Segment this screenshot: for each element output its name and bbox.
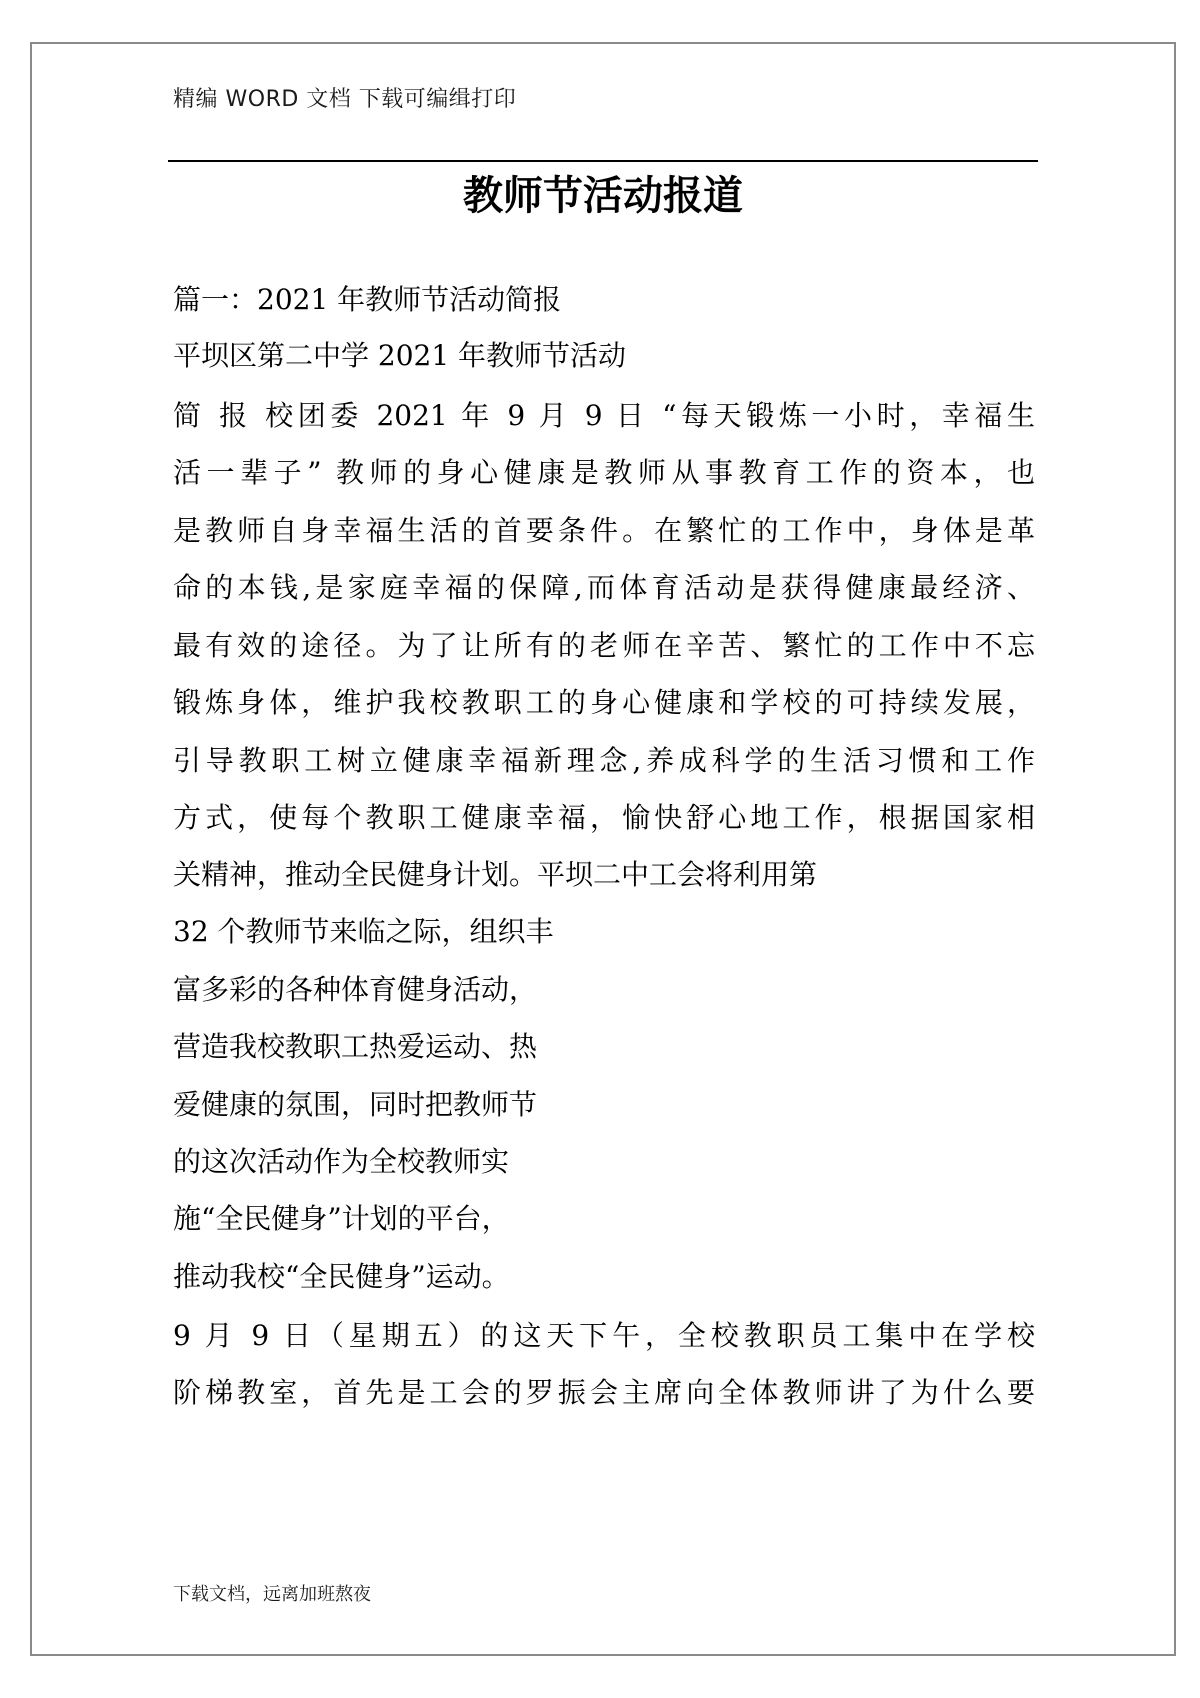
body-line: 篇一：2021 年教师节活动简报	[173, 283, 562, 316]
body-line: 命的本钱,是家庭幸福的保障,而体育活动是获得健康最经济、	[173, 571, 1035, 604]
body-line: 推动我校“全民健身”运动。	[173, 1260, 510, 1293]
body-line: 的这次活动作为全校教师实	[173, 1145, 510, 1178]
body-line: 简 报 校团委 2021 年 9 月 9 日 “每天锻炼一小时，幸福生	[173, 399, 1035, 432]
body-line: 引导教职工树立健康幸福新理念,养成科学的生活习惯和工作	[173, 744, 1035, 777]
page-footer: 下载文档，远离加班熬夜	[173, 1584, 371, 1605]
body-line: 阶梯教室，首先是工会的罗振会主席向全体教师讲了为什么要	[173, 1376, 1035, 1409]
body-line: 关精神，推动全民健身计划。平坝二中工会将利用第	[173, 858, 818, 891]
body-line: 营造我校教职工热爱运动、热	[173, 1030, 538, 1063]
body-line: 32 个教师节来临之际，组织丰	[173, 915, 554, 948]
body-line: 平坝区第二中学 2021 年教师节活动	[173, 339, 627, 372]
body-line: 方式，使每个教职工健康幸福，愉快舒心地工作，根据国家相	[173, 801, 1035, 834]
body-line: 是教师自身幸福生活的首要条件。在繁忙的工作中，身体是革	[173, 514, 1035, 547]
body-line: 最有效的途径。为了让所有的老师在辛苦、繁忙的工作中不忘	[173, 629, 1035, 662]
header-divider	[168, 160, 1038, 162]
page-header: 精编 WORD 文档 下载可编缉打印	[173, 87, 517, 112]
body-line: 9 月 9 日（星期五）的这天下午，全校教职员工集中在学校	[173, 1319, 1035, 1352]
body-line: 施“全民健身”计划的平台，	[173, 1202, 510, 1235]
body-line: 爱健康的氛围，同时把教师节	[173, 1088, 538, 1121]
body-line: 富多彩的各种体育健身活动，	[173, 973, 538, 1006]
document-title: 教师节活动报道	[463, 172, 743, 219]
body-line: 活一辈子” 教师的身心健康是教师从事教育工作的资本，也	[173, 456, 1035, 489]
body-line: 锻炼身体，维护我校教职工的身心健康和学校的可持续发展，	[173, 686, 1035, 719]
